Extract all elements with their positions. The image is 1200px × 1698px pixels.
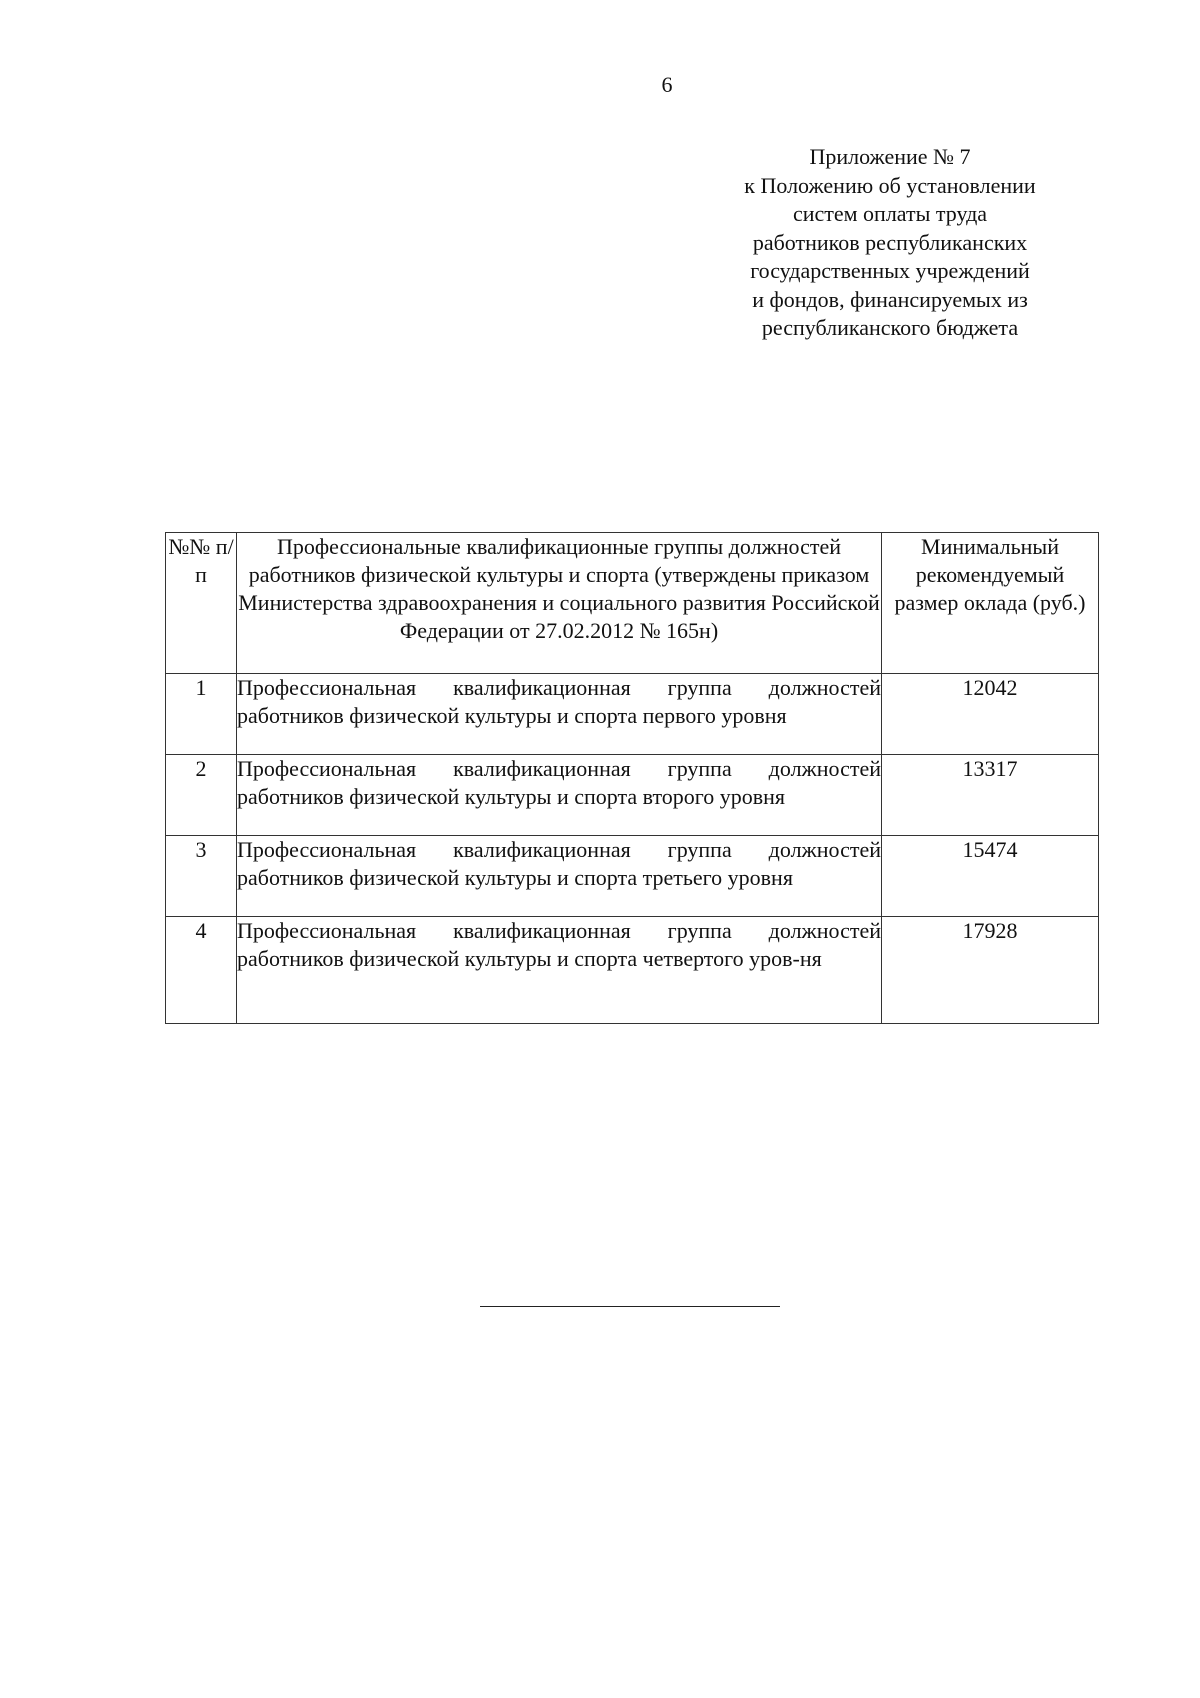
table-row	[166, 674, 1099, 755]
page-number: 6	[661, 72, 673, 97]
row-salary: 17928	[882, 917, 1099, 1024]
appendix-line: и фондов, финансируемых из	[752, 286, 1028, 312]
appendix-heading	[700, 143, 1080, 343]
appendix-line: систем оплаты труда	[792, 201, 988, 226]
table-row	[166, 836, 1099, 917]
row-group: Профессиональная квалификационная группа должностей работников физической культуры и спорта третьего уровня	[237, 836, 882, 917]
row-group: Профессиональная квалификационная группа должностей работников физической культуры и спорта четвертого уров-ня	[237, 917, 882, 1024]
row-number: 1	[166, 674, 237, 755]
appendix-line: государственных учреждений	[750, 258, 1030, 283]
header-number: №№ п/п	[166, 533, 237, 674]
row-number: 2	[166, 755, 237, 836]
row-group: Профессиональная квалификационная группа должностей работников физической культуры и спорта первого уровня	[237, 674, 882, 755]
header-group: Профессиональные квалификационные группы должностей работников физической культуры и спорта (утверждены приказом Министерства здравоохранения и социального развития Российской Федерации от 27.02.2012 № 165н)	[237, 533, 882, 674]
row-number: 3	[166, 836, 237, 917]
row-salary: 13317	[882, 755, 1099, 836]
table-row	[166, 755, 1099, 836]
row-number: 4	[166, 917, 237, 1024]
row-salary: 12042	[882, 674, 1099, 755]
row-salary: 15474	[882, 836, 1099, 917]
appendix-line: Приложение № 7	[809, 144, 971, 169]
row-group: Профессиональная квалификационная группа должностей работников физической культуры и спорта второго уровня	[237, 755, 882, 836]
table-row	[166, 917, 1099, 1024]
header-salary: Минимальный рекомендуемый размер оклада (руб.)	[882, 533, 1099, 674]
appendix-line: работников республиканских	[752, 229, 1028, 255]
appendix-line: республиканского бюджета	[761, 315, 1019, 340]
appendix-line: к Положению об установлении	[744, 172, 1036, 198]
table-header-row	[166, 533, 1099, 674]
closing-divider-line	[480, 1306, 780, 1307]
salary-table	[165, 532, 1099, 1024]
